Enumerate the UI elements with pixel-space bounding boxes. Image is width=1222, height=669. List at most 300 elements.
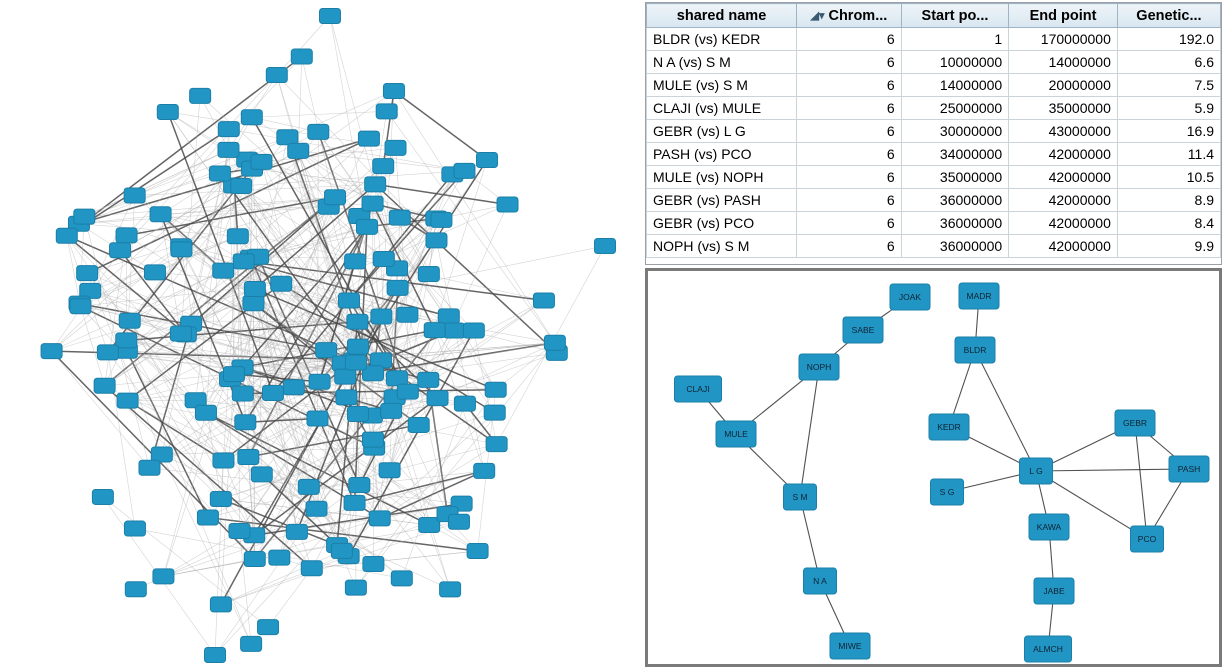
node-shape[interactable] — [454, 396, 475, 411]
table-row[interactable] — [647, 143, 1221, 166]
cell-chromosome[interactable]: 6 — [797, 120, 902, 143]
node-117[interactable] — [97, 345, 118, 360]
node-shape[interactable] — [408, 417, 429, 432]
node-78[interactable] — [486, 437, 507, 452]
node-shape[interactable] — [251, 154, 272, 169]
subnetwork-canvas[interactable] — [648, 271, 1219, 664]
node-118[interactable] — [119, 313, 140, 328]
node-shape[interactable] — [271, 276, 292, 291]
table-row[interactable] — [647, 51, 1221, 74]
node-shape[interactable] — [438, 309, 459, 324]
node-shape[interactable] — [218, 142, 239, 157]
node-shape[interactable] — [227, 229, 248, 244]
node-shape[interactable] — [232, 386, 253, 401]
node-shape[interactable] — [266, 68, 287, 83]
node-41[interactable] — [533, 293, 554, 308]
cell-shared_name[interactable]: CLAJI (vs) MULE — [647, 97, 797, 120]
cell-start_point[interactable]: 30000000 — [901, 120, 1009, 143]
node-149[interactable] — [454, 163, 475, 178]
node-shape[interactable] — [1131, 526, 1164, 552]
node-shape[interactable] — [197, 510, 218, 525]
node-26[interactable] — [238, 449, 259, 464]
node-shape[interactable] — [955, 337, 995, 363]
node-madr[interactable] — [959, 283, 999, 309]
node-shape[interactable] — [283, 380, 304, 395]
node-shape[interactable] — [170, 326, 191, 341]
node-122[interactable] — [124, 521, 145, 536]
node-shape[interactable] — [486, 437, 507, 452]
node-shape[interactable] — [277, 130, 298, 145]
node-shape[interactable] — [251, 467, 272, 482]
node-almch[interactable] — [1025, 636, 1072, 662]
node-shape[interactable] — [843, 317, 883, 343]
node-pash[interactable] — [1169, 456, 1209, 482]
node-shape[interactable] — [235, 415, 256, 430]
node-148[interactable] — [258, 620, 279, 635]
node-shape[interactable] — [345, 580, 366, 595]
node-8[interactable] — [371, 309, 392, 324]
cell-genetic[interactable]: 5.9 — [1117, 97, 1220, 120]
cell-shared_name[interactable]: BLDR (vs) KEDR — [647, 28, 797, 51]
cell-start_point[interactable]: 36000000 — [901, 189, 1009, 212]
node-shape[interactable] — [213, 453, 234, 468]
cell-shared_name[interactable]: GEBR (vs) PCO — [647, 212, 797, 235]
node-128[interactable] — [251, 154, 272, 169]
node-shape[interactable] — [716, 421, 756, 447]
node-gebr[interactable] — [1115, 410, 1155, 436]
node-153[interactable] — [150, 207, 171, 222]
node-156[interactable] — [345, 355, 366, 370]
node-shape[interactable] — [369, 511, 390, 526]
node-147[interactable] — [56, 228, 77, 243]
node-shape[interactable] — [373, 159, 394, 174]
node-113[interactable] — [209, 166, 230, 181]
node-144[interactable] — [110, 243, 131, 258]
node-47[interactable] — [383, 84, 404, 99]
cell-genetic[interactable]: 8.4 — [1117, 212, 1220, 235]
node-shape[interactable] — [387, 280, 408, 295]
node-141[interactable] — [448, 514, 469, 529]
node-shape[interactable] — [454, 163, 475, 178]
table-row[interactable] — [647, 235, 1221, 258]
node-shape[interactable] — [308, 124, 329, 139]
node-14[interactable] — [358, 131, 379, 146]
node-31[interactable] — [369, 511, 390, 526]
node-shape[interactable] — [110, 243, 131, 258]
node-shape[interactable] — [94, 378, 115, 393]
node-16[interactable] — [210, 491, 231, 506]
node-116[interactable] — [301, 561, 322, 576]
cell-end_point[interactable]: 35000000 — [1009, 97, 1118, 120]
node-151[interactable] — [307, 411, 328, 426]
cell-end_point[interactable]: 43000000 — [1009, 120, 1118, 143]
cell-end_point[interactable]: 42000000 — [1009, 189, 1118, 212]
node-shape[interactable] — [338, 293, 359, 308]
node-71[interactable] — [376, 104, 397, 119]
node-shape[interactable] — [195, 405, 216, 420]
cell-end_point[interactable]: 42000000 — [1009, 143, 1118, 166]
node-shape[interactable] — [288, 143, 309, 158]
node-shape[interactable] — [376, 104, 397, 119]
node-shape[interactable] — [365, 177, 386, 192]
node-65[interactable] — [210, 597, 231, 612]
node-159[interactable] — [171, 242, 192, 257]
node-shape[interactable] — [325, 190, 346, 205]
node-shape[interactable] — [363, 557, 384, 572]
node-5[interactable] — [117, 393, 138, 408]
node-sabe[interactable] — [843, 317, 883, 343]
node-shape[interactable] — [298, 479, 319, 494]
node-121[interactable] — [227, 229, 248, 244]
node-79[interactable] — [454, 396, 475, 411]
column-header-shared-name[interactable] — [647, 4, 797, 28]
node-shape[interactable] — [440, 582, 461, 597]
node-114[interactable] — [271, 276, 292, 291]
node-115[interactable] — [144, 265, 165, 280]
node-98[interactable] — [231, 178, 252, 193]
node-shape[interactable] — [336, 390, 357, 405]
node-shape[interactable] — [389, 210, 410, 225]
node-100[interactable] — [497, 197, 518, 212]
column-header-start-point[interactable] — [901, 4, 1009, 28]
node-shape[interactable] — [286, 524, 307, 539]
node-shape[interactable] — [231, 178, 252, 193]
node-shape[interactable] — [391, 571, 412, 586]
table-row[interactable] — [647, 212, 1221, 235]
node-shape[interactable] — [347, 339, 368, 354]
node-97[interactable] — [277, 130, 298, 145]
node-shape[interactable] — [381, 403, 402, 418]
node-57[interactable] — [92, 489, 113, 504]
node-38[interactable] — [386, 371, 407, 386]
node-55[interactable] — [474, 463, 495, 478]
node-shape[interactable] — [544, 335, 565, 350]
node-shape[interactable] — [41, 344, 62, 359]
node-106[interactable] — [335, 369, 356, 384]
node-shape[interactable] — [153, 569, 174, 584]
node-60[interactable] — [385, 140, 406, 155]
node-shape[interactable] — [418, 372, 439, 387]
node-67[interactable] — [77, 266, 98, 281]
node-50[interactable] — [195, 405, 216, 420]
cell-start_point[interactable]: 36000000 — [901, 235, 1009, 258]
cell-chromosome[interactable]: 6 — [797, 166, 902, 189]
cell-chromosome[interactable]: 6 — [797, 74, 902, 97]
node-shape[interactable] — [229, 524, 250, 539]
node-shape[interactable] — [125, 582, 146, 597]
node-shape[interactable] — [190, 88, 211, 103]
node-shape[interactable] — [345, 355, 366, 370]
node-shape[interactable] — [151, 447, 172, 462]
node-shape[interactable] — [70, 299, 91, 314]
cell-shared_name[interactable]: NOPH (vs) S M — [647, 235, 797, 258]
cell-start_point[interactable]: 35000000 — [901, 166, 1009, 189]
node-shape[interactable] — [116, 333, 137, 348]
node-shape[interactable] — [379, 463, 400, 478]
node-131[interactable] — [485, 382, 506, 397]
node-shape[interactable] — [238, 449, 259, 464]
node-shape[interactable] — [345, 254, 366, 269]
cell-end_point[interactable]: 42000000 — [1009, 166, 1118, 189]
column-header-genetic[interactable] — [1117, 4, 1220, 28]
node-shape[interactable] — [56, 228, 77, 243]
node-119[interactable] — [347, 339, 368, 354]
node-39[interactable] — [467, 543, 488, 558]
node-shape[interactable] — [233, 254, 254, 269]
node-91[interactable] — [41, 344, 62, 359]
node-18[interactable] — [298, 479, 319, 494]
cell-chromosome[interactable]: 6 — [797, 97, 902, 120]
node-96[interactable] — [218, 142, 239, 157]
node-shape[interactable] — [210, 491, 231, 506]
node-shape[interactable] — [1169, 456, 1209, 482]
node-shape[interactable] — [830, 633, 870, 659]
cell-chromosome[interactable]: 6 — [797, 143, 902, 166]
node-154[interactable] — [251, 467, 272, 482]
table-row[interactable] — [647, 97, 1221, 120]
node-37[interactable] — [344, 495, 365, 510]
node-69[interactable] — [244, 552, 265, 567]
node-shape[interactable] — [241, 636, 262, 651]
node-62[interactable] — [213, 263, 234, 278]
node-claji[interactable] — [675, 376, 722, 402]
cell-genetic[interactable]: 16.9 — [1117, 120, 1220, 143]
node-24[interactable] — [438, 309, 459, 324]
node-shape[interactable] — [463, 323, 484, 338]
node-shape[interactable] — [784, 484, 817, 510]
node-shape[interactable] — [444, 323, 465, 338]
node-shape[interactable] — [1115, 410, 1155, 436]
node-shape[interactable] — [385, 140, 406, 155]
cell-start_point[interactable]: 25000000 — [901, 97, 1009, 120]
cell-chromosome[interactable]: 6 — [797, 212, 902, 235]
node-s-m[interactable] — [784, 484, 817, 510]
node-shape[interactable] — [467, 543, 488, 558]
cell-shared_name[interactable]: GEBR (vs) L G — [647, 120, 797, 143]
node-shape[interactable] — [316, 343, 337, 358]
node-shape[interactable] — [477, 153, 498, 168]
node-33[interactable] — [151, 447, 172, 462]
node-shape[interactable] — [243, 296, 264, 311]
node-jabe[interactable] — [1034, 578, 1074, 604]
node-28[interactable] — [484, 405, 505, 420]
node-94[interactable] — [316, 343, 337, 358]
node-68[interactable] — [362, 432, 383, 447]
node-shape[interactable] — [97, 345, 118, 360]
node-120[interactable] — [373, 251, 394, 266]
node-shape[interactable] — [157, 104, 178, 119]
node-103[interactable] — [338, 293, 359, 308]
node-157[interactable] — [345, 254, 366, 269]
node-84[interactable] — [74, 209, 95, 224]
node-shape[interactable] — [804, 568, 837, 594]
node-shape[interactable] — [320, 9, 341, 24]
node-shape[interactable] — [218, 122, 239, 137]
filter-icon[interactable]: ◢▾ — [810, 10, 825, 23]
node-136[interactable] — [229, 524, 250, 539]
node-shape[interactable] — [124, 521, 145, 536]
node-shape[interactable] — [244, 281, 265, 296]
node-miwe[interactable] — [830, 633, 870, 659]
node-shape[interactable] — [362, 196, 383, 211]
node-shape[interactable] — [799, 354, 839, 380]
node-108[interactable] — [116, 228, 137, 243]
node-110[interactable] — [308, 124, 329, 139]
node-10[interactable] — [309, 374, 330, 389]
cell-shared_name[interactable]: N A (vs) S M — [647, 51, 797, 74]
node-shape[interactable] — [349, 478, 370, 493]
node-shape[interactable] — [347, 314, 368, 329]
column-header-end-point[interactable] — [1009, 4, 1118, 28]
node-bldr[interactable] — [955, 337, 995, 363]
node-shape[interactable] — [291, 49, 312, 64]
cell-end_point[interactable]: 14000000 — [1009, 51, 1118, 74]
results-table-panel[interactable] — [645, 2, 1222, 265]
node-shape[interactable] — [427, 391, 448, 406]
node-shape[interactable] — [205, 648, 226, 663]
node-140[interactable] — [431, 212, 452, 227]
node-shape[interactable] — [144, 265, 165, 280]
cell-start_point[interactable]: 1 — [901, 28, 1009, 51]
node-shape[interactable] — [306, 501, 327, 516]
node-s-g[interactable] — [931, 479, 964, 505]
cell-chromosome[interactable]: 6 — [797, 189, 902, 212]
node-3[interactable] — [477, 153, 498, 168]
node-93[interactable] — [269, 550, 290, 565]
table-row[interactable] — [647, 166, 1221, 189]
node-77[interactable] — [391, 571, 412, 586]
node-19[interactable] — [241, 110, 262, 125]
node-shape[interactable] — [959, 283, 999, 309]
node-shape[interactable] — [595, 239, 616, 254]
node-1[interactable] — [205, 648, 226, 663]
node-90[interactable] — [241, 636, 262, 651]
node-74[interactable] — [190, 88, 211, 103]
node-shape[interactable] — [241, 110, 262, 125]
node-70[interactable] — [424, 323, 445, 338]
node-158[interactable] — [397, 384, 418, 399]
node-86[interactable] — [94, 378, 115, 393]
node-shape[interactable] — [485, 382, 506, 397]
node-101[interactable] — [418, 372, 439, 387]
node-shape[interactable] — [356, 219, 377, 234]
node-shape[interactable] — [929, 414, 969, 440]
cell-genetic[interactable]: 6.6 — [1117, 51, 1220, 74]
node-127[interactable] — [153, 569, 174, 584]
node-126[interactable] — [124, 188, 145, 203]
node-81[interactable] — [362, 196, 383, 211]
node-shape[interactable] — [424, 323, 445, 338]
node-shape[interactable] — [386, 371, 407, 386]
node-shape[interactable] — [1020, 458, 1053, 484]
node-139[interactable] — [286, 524, 307, 539]
node-shape[interactable] — [307, 411, 328, 426]
cell-end_point[interactable]: 20000000 — [1009, 74, 1118, 97]
node-shape[interactable] — [383, 84, 404, 99]
node-shape[interactable] — [331, 543, 352, 558]
node-shape[interactable] — [116, 228, 137, 243]
node-pco[interactable] — [1131, 526, 1164, 552]
node-43[interactable] — [291, 49, 312, 64]
node-52[interactable] — [373, 159, 394, 174]
table-row[interactable] — [647, 28, 1221, 51]
node-152[interactable] — [223, 367, 244, 382]
node-shape[interactable] — [213, 263, 234, 278]
cell-genetic[interactable]: 7.5 — [1117, 74, 1220, 97]
node-shape[interactable] — [431, 212, 452, 227]
table-row[interactable] — [647, 74, 1221, 97]
node-shape[interactable] — [675, 376, 722, 402]
node-shape[interactable] — [1029, 514, 1069, 540]
node-shape[interactable] — [497, 197, 518, 212]
node-shape[interactable] — [533, 293, 554, 308]
node-53[interactable] — [444, 323, 465, 338]
cell-start_point[interactable]: 10000000 — [901, 51, 1009, 74]
node-102[interactable] — [170, 326, 191, 341]
node-shape[interactable] — [301, 561, 322, 576]
cell-shared_name[interactable]: MULE (vs) S M — [647, 74, 797, 97]
node-130[interactable] — [288, 143, 309, 158]
node-shape[interactable] — [474, 463, 495, 478]
cell-chromosome[interactable]: 6 — [797, 28, 902, 51]
node-shape[interactable] — [119, 313, 140, 328]
node-kawa[interactable] — [1029, 514, 1069, 540]
node-mule[interactable] — [716, 421, 756, 447]
subnetwork-view[interactable] — [645, 268, 1222, 667]
node-82[interactable] — [356, 219, 377, 234]
node-n-a[interactable] — [804, 568, 837, 594]
node-92[interactable] — [365, 177, 386, 192]
node-kedr[interactable] — [929, 414, 969, 440]
node-shape[interactable] — [244, 552, 265, 567]
node-shape[interactable] — [344, 495, 365, 510]
node-132[interactable] — [218, 122, 239, 137]
cell-end_point[interactable]: 170000000 — [1009, 28, 1118, 51]
cell-start_point[interactable]: 14000000 — [901, 74, 1009, 97]
cell-chromosome[interactable]: 6 — [797, 235, 902, 258]
node-shape[interactable] — [92, 489, 113, 504]
node-146[interactable] — [336, 390, 357, 405]
cell-end_point[interactable]: 42000000 — [1009, 212, 1118, 235]
node-shape[interactable] — [124, 188, 145, 203]
node-87[interactable] — [325, 190, 346, 205]
node-noph[interactable] — [799, 354, 839, 380]
node-34[interactable] — [363, 557, 384, 572]
node-129[interactable] — [381, 403, 402, 418]
node-shape[interactable] — [347, 407, 368, 422]
node-shape[interactable] — [373, 251, 394, 266]
node-shape[interactable] — [209, 166, 230, 181]
node-22[interactable] — [427, 391, 448, 406]
node-75[interactable] — [463, 323, 484, 338]
node-shape[interactable] — [262, 386, 283, 401]
node-shape[interactable] — [426, 233, 447, 248]
node-83[interactable] — [139, 460, 160, 475]
column-header-chromosome[interactable] — [797, 4, 902, 28]
node-7[interactable] — [125, 582, 146, 597]
node-shape[interactable] — [484, 405, 505, 420]
cell-genetic[interactable]: 11.4 — [1117, 143, 1220, 166]
node-shape[interactable] — [890, 284, 930, 310]
node-54[interactable] — [243, 296, 264, 311]
node-66[interactable] — [283, 380, 304, 395]
node-85[interactable] — [235, 415, 256, 430]
cell-genetic[interactable]: 9.9 — [1117, 235, 1220, 258]
node-150[interactable] — [397, 307, 418, 322]
subnetwork-nodes[interactable] — [675, 283, 1210, 662]
node-48[interactable] — [408, 417, 429, 432]
node-25[interactable] — [389, 210, 410, 225]
